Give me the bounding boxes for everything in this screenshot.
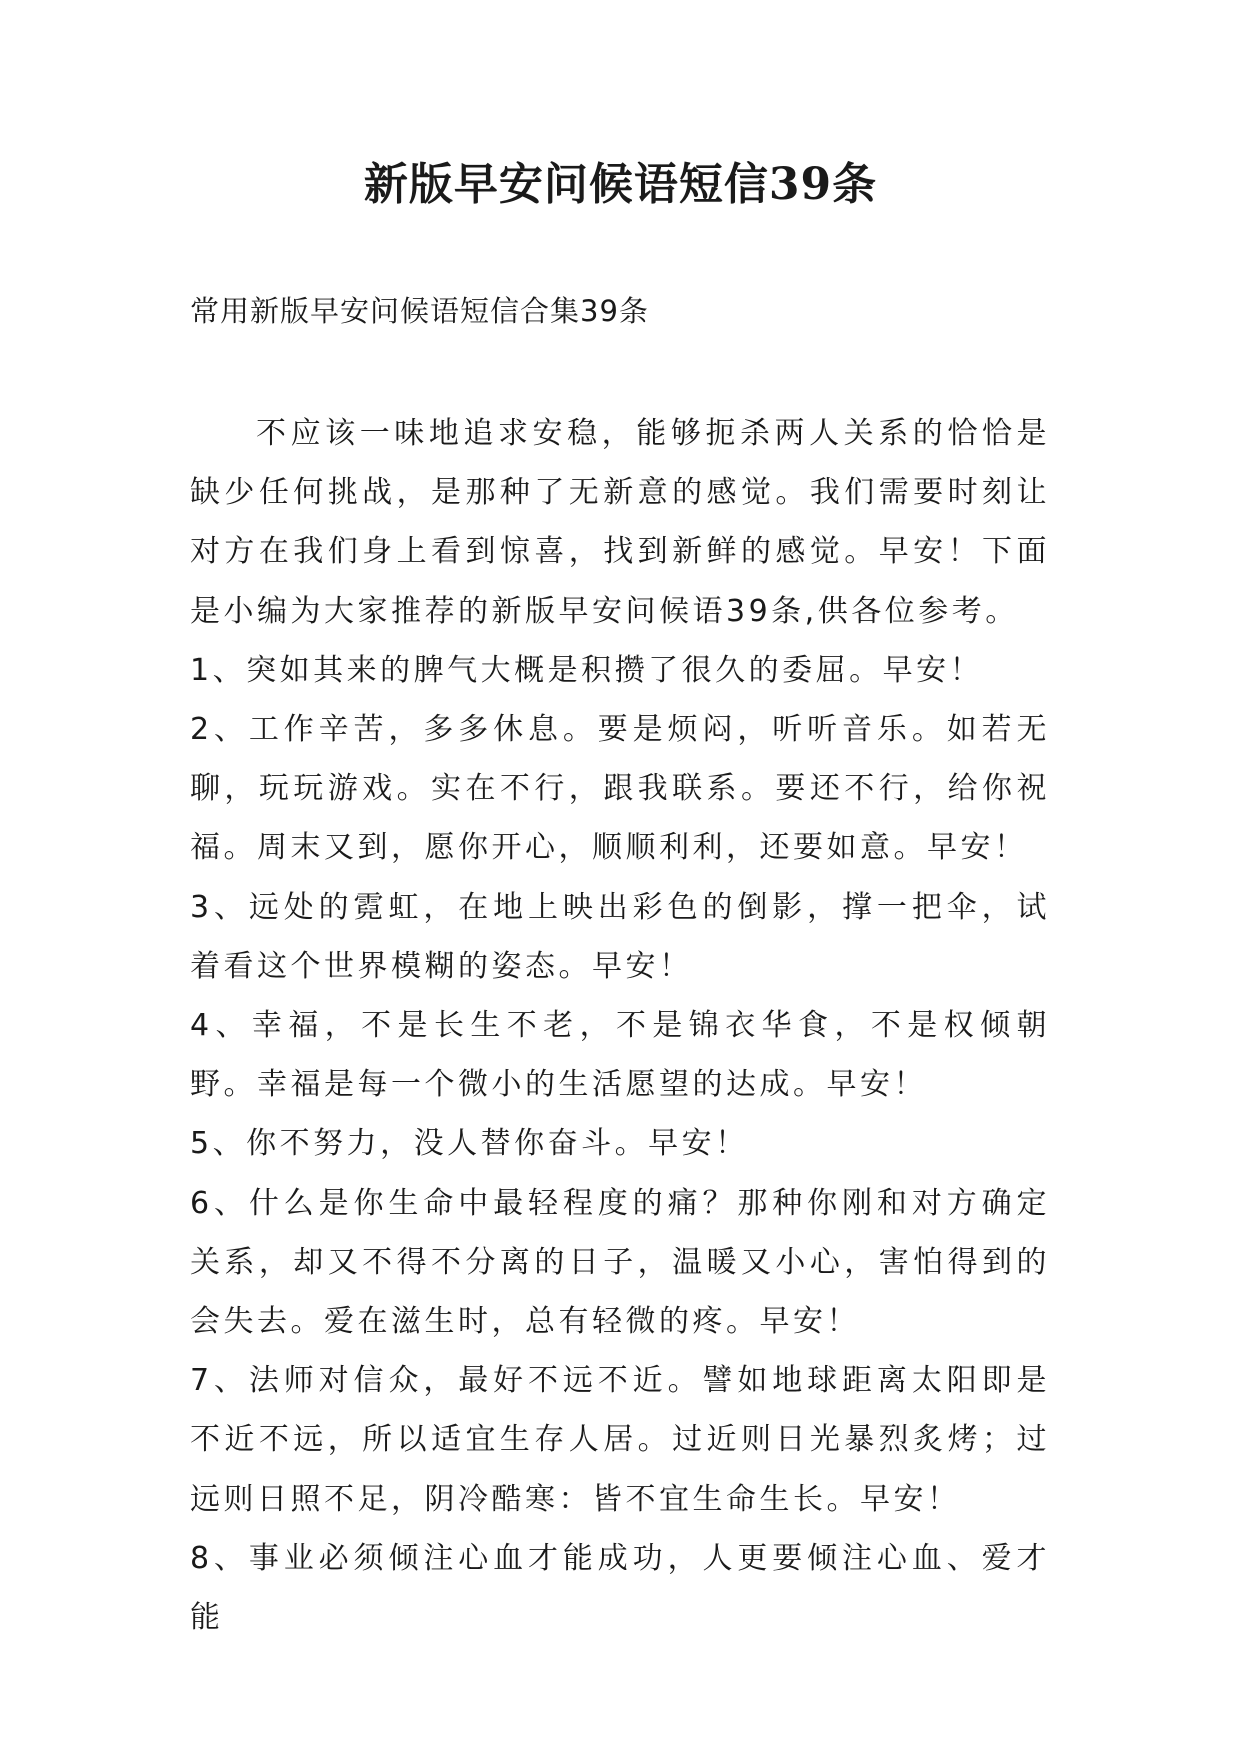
document-body: [190, 404, 1050, 1647]
list-item: 4、幸福，不是长生不老，不是锦衣华食，不是权倾朝野。幸福是每一个微小的生活愿望的达成。早安！: [190, 1008, 1050, 1103]
list-item: 7、法师对信众，最好不远不近。譬如地球距离太阳即是不近不远，所以适宜生存人居。过近则日光暴烈炙烤；过远则日照不足，阴冷酷寒：皆不宜生命生长。早安！: [190, 1363, 1050, 1517]
list-item: 1、突如其来的脾气大概是积攒了很久的委屈。早安！: [190, 652, 984, 688]
list-item: 6、什么是你生命中最轻程度的痛？那种你刚和对方确定关系，却又不得不分离的日子，温暖又小心，害怕得到的会失去。爱在滋生时，总有轻微的疼。早安！: [190, 1185, 1050, 1340]
list-item: 2、工作辛苦，多多休息。要是烦闷，听听音乐。如若无聊，玩玩游戏。实在不行，跟我联系。要还不行，给你祝福。周末又到，愿你开心，顺顺利利，还要如意。早安！: [190, 712, 1050, 866]
intro-paragraph: 不应该一味地追求安稳，能够扼杀两人关系的恰恰是缺少任何挑战，是那种了无新意的感觉。我们需要时刻让对方在我们身上看到惊喜，找到新鲜的感觉。早安！下面是小编为大家推荐的新版早安问候语39条,供各位参考。: [190, 416, 1050, 629]
list-item: 3、远处的霓虹，在地上映出彩色的倒影，撑一把伞，试着看这个世界模糊的姿态。早安！: [190, 889, 1050, 984]
document-subtitle: 常用新版早安问候语短信合集39条: [190, 294, 649, 328]
list-item: 5、你不努力，没人替你奋斗。早安！: [190, 1126, 749, 1162]
document-title: 新版早安问候语短信39条: [363, 159, 878, 210]
list-item: 8、事业必须倾注心血才能成功，人更要倾注心血、爱才能: [190, 1540, 1050, 1636]
